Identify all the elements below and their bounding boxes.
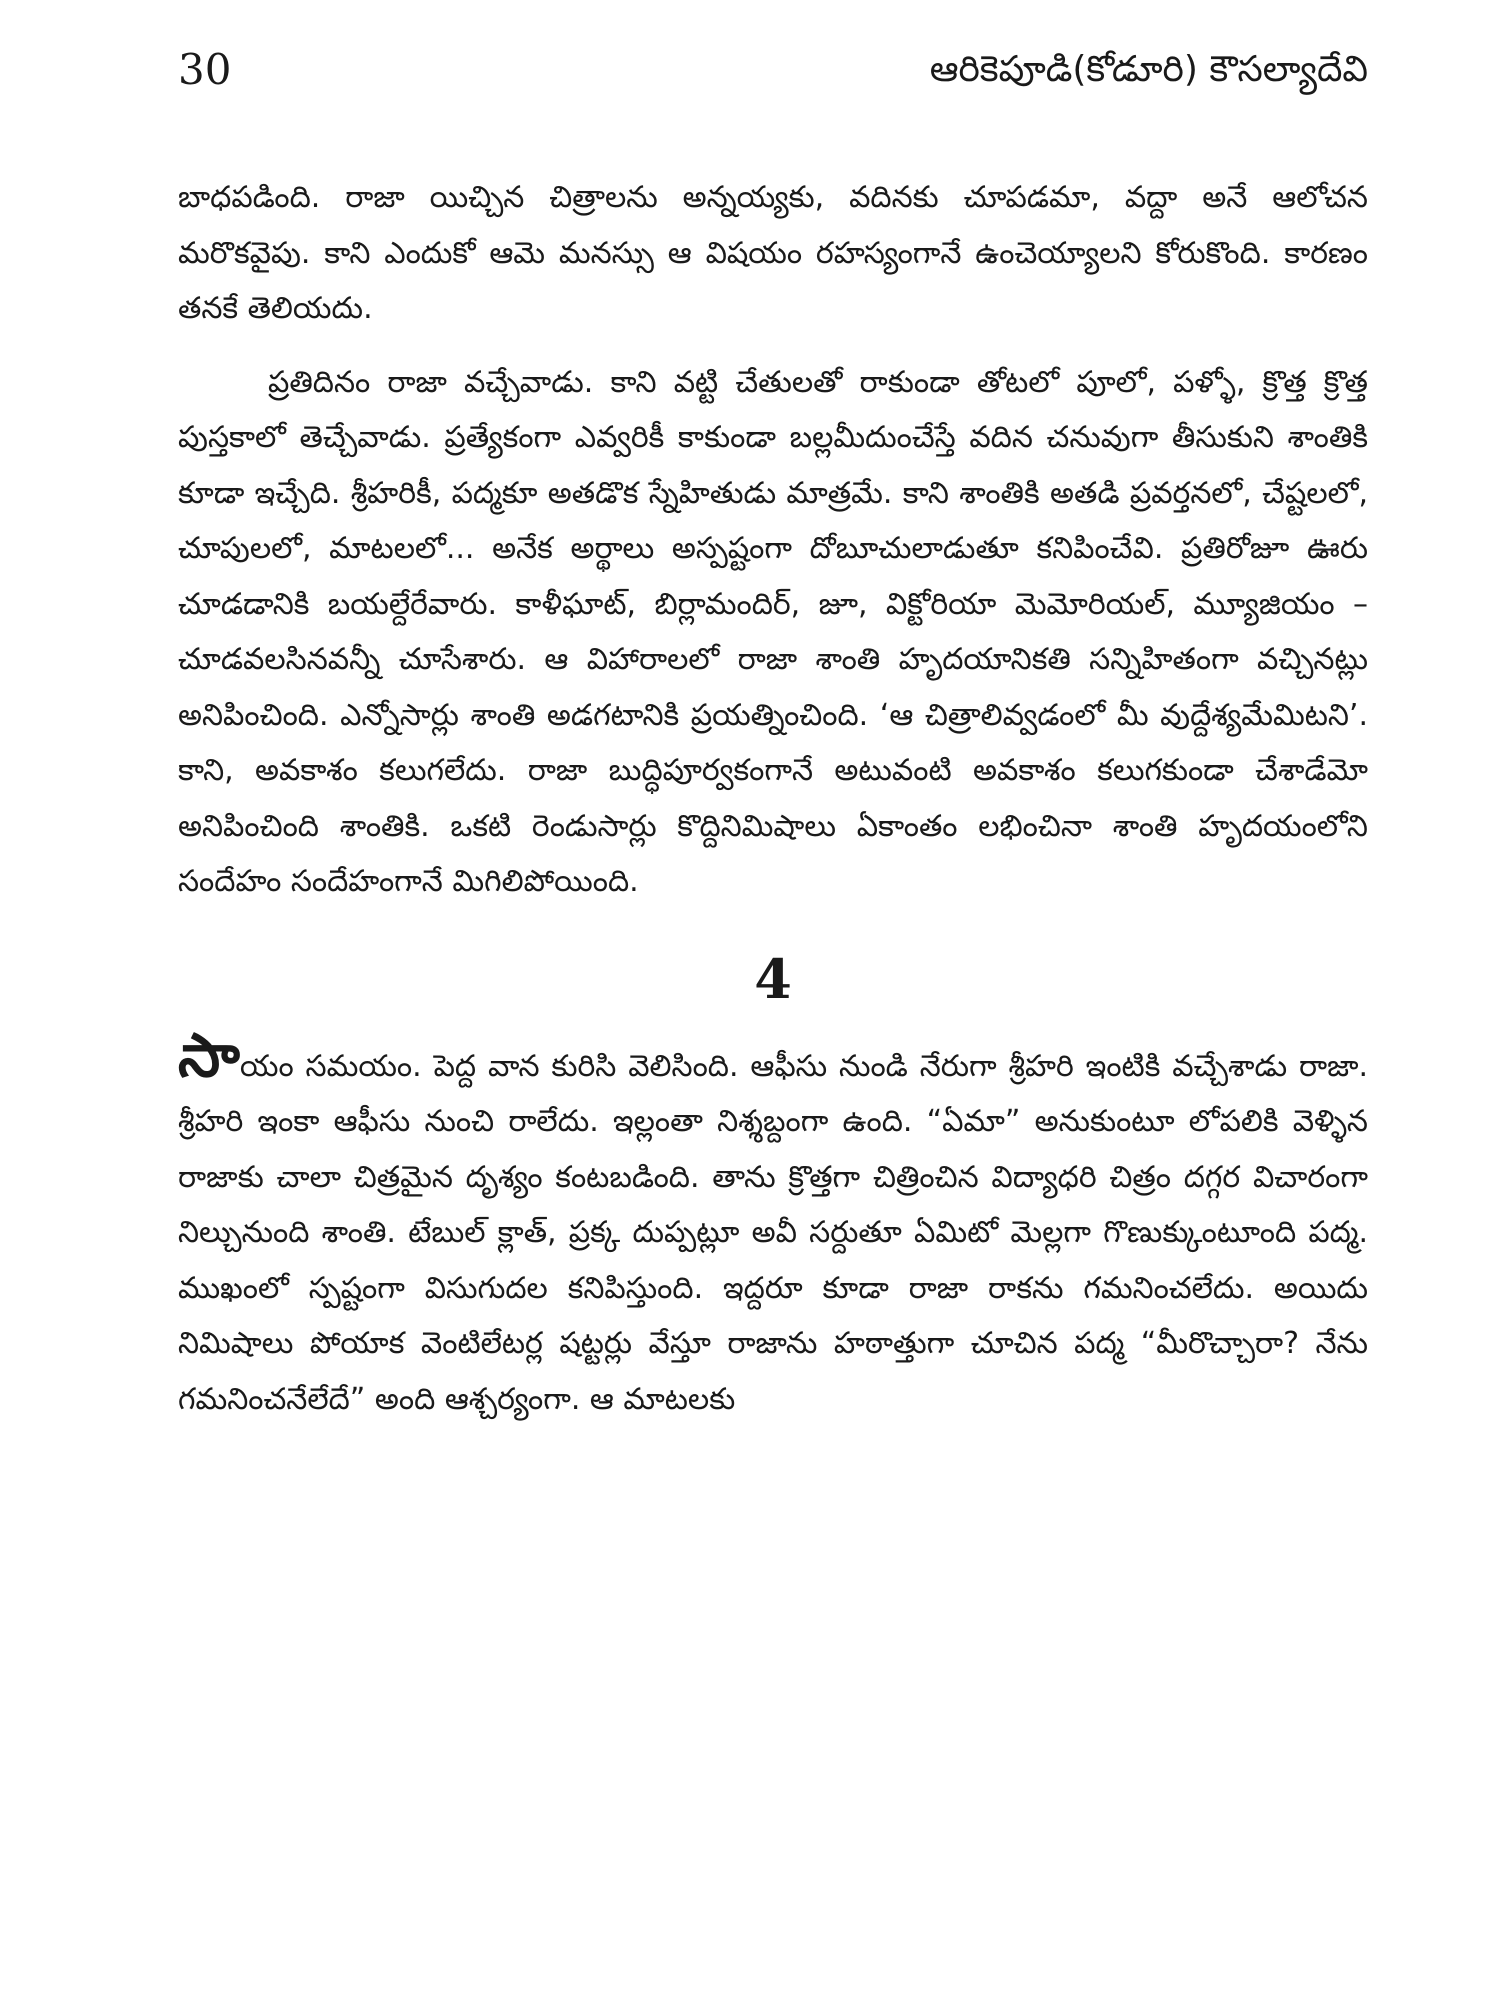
running-title: ఆరికెపూడి(కోడూరి) కౌసల్యాదేవి	[929, 49, 1368, 90]
running-header	[178, 40, 1368, 100]
paragraph: ప్రతిదినం రాజా వచ్చేవాడు. కాని వట్టి చేతులతో రాకుండా తోటలో పూలో, పళ్ళో, క్రొత్త క్రొత్త పుస్తకాలో తెచ్చేవాడు. ప్రత్యేకంగా ఎవ్వరికీ కాకుండా బల్లమీదుంచేస్తే వదిన చనువుగా తీసుకుని శాంతికి కూడా ఇచ్చేది. శ్రీహరికీ, పద్మకూ అతడొక స్నేహితుడు మాత్రమే. కాని శాంతికి అతడి ప్రవర్తనలో, చేష్టలలో, చూపులలో, మాటలలో... అనేక అర్థాలు అస్పష్టంగా దోబూచులాడుతూ కనిపించేవి. ప్రతిరోజూ ఊరు చూడడానికి బయల్దేరేవారు. కాళీఘాట్, బిర్లామందిర్, జూ, విక్టోరియా మెమోరియల్, మ్యూజియం – చూడవలసినవన్నీ చూసేశారు. ఆ విహారాలలో రాజా శాంతి హృదయానికతి సన్నిహితంగా వచ్చినట్లు అనిపించింది. ఎన్నోసార్లు శాంతి అడగటానికి ప్రయత్నించింది. ‘ఆ చిత్రాలివ్వడంలో మీ వుద్దేశ్యమేమిటని’. కాని, అవకాశం కలుగలేదు. రాజా బుద్ధిపూర్వకంగానే అటువంటి అవకాశం కలుగకుండా చేశాడేమో అనిపించింది శాంతికి. ఒకటి రెండుసార్లు కొద్దినిమిషాలు ఏకాంతం లభించినా శాంతి హృదయంలోని సందేహం సందేహంగానే మిగిలిపోయింది.	[178, 364, 1368, 899]
chapter-number: 4	[754, 946, 792, 1011]
body-text	[178, 170, 1368, 1427]
chapter-opening-text: యం సమయం. పెద్ద వాన కురిసి వెలిసింది. ఆఫీసు నుండి నేరుగా శ్రీహరి ఇంటికి వచ్చేశాడు రాజా. శ్రీహరి ఇంకా ఆఫీసు నుంచి రాలేదు. ఇల్లంతా నిశ్శబ్దంగా ఉంది. “ఏమా” అనుకుంటూ లోపలికి వెళ్ళిన రాజాకు చాలా చిత్రమైన దృశ్యం కంటబడింది. తాను క్రొత్తగా చిత్రించిన విద్యాధరి చిత్రం దగ్గర విచారంగా నిల్చునుంది శాంతి. టేబుల్ క్లాత్, ప్రక్క దుప్పట్లూ అవీ సర్దుతూ ఏమిటో మెల్లగా గొణుక్కుంటూంది పద్మ. ముఖంలో స్పష్టంగా విసుగుదల కనిపిస్తుంది. ఇద్దరూ కూడా రాజా రాకను గమనించలేదు. అయిదు నిమిషాలు పోయాక వెంటిలేటర్ల షట్టర్లు వేస్తూ రాజాను హఠాత్తుగా చూచిన పద్మ “మీరొచ్చారా? నేను గమనించనేలేదే” అంది ఆశ్చర్యంగా. ఆ మాటలకు	[178, 1048, 1368, 1417]
page-number: 30	[178, 45, 232, 94]
chapter-opening-paragraph	[178, 1020, 1368, 1428]
paragraph-continued: బాధపడింది. రాజా యిచ్చిన చిత్రాలను అన్నయ్యకు, వదినకు చూపడమా, వద్దా అనే ఆలోచన మరొకవైపు. కాని ఎందుకో ఆమె మనస్సు ఆ విషయం రహస్యంగానే ఉంచెయ్యాలని కోరుకొంది. కారణం తనకే తెలియదు.	[178, 180, 1368, 326]
drop-cap: సా	[178, 1020, 240, 1091]
